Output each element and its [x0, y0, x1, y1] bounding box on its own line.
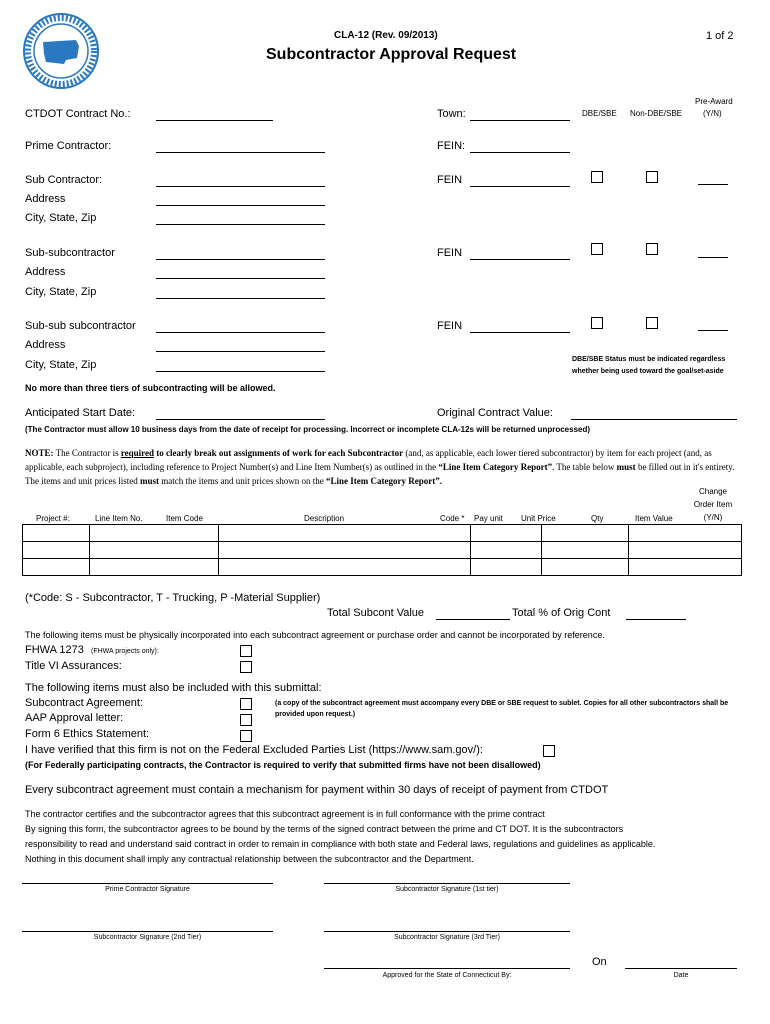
table-cell[interactable]	[23, 525, 90, 542]
sub1-signature-label: Subcontractor Signature (1st tier)	[395, 886, 499, 893]
codes-note: (*Code: S - Subcontractor, T - Trucking, P -Material Supplier)	[25, 592, 321, 604]
table-row	[23, 559, 742, 576]
table-cell[interactable]	[219, 525, 471, 542]
aap-checkbox[interactable]	[240, 714, 252, 726]
sub2-signature-label: Subcontractor Signature (2nd Tier)	[93, 934, 202, 941]
col-project: Project #:	[36, 514, 70, 523]
subsubsub-fein-field[interactable]	[470, 332, 570, 333]
sub-city-field[interactable]	[156, 224, 325, 225]
table-cell[interactable]	[542, 542, 629, 559]
note-text-1: The Contractor is	[55, 448, 119, 458]
sub-non-dbe-checkbox[interactable]	[646, 171, 658, 183]
note-paragraph	[25, 446, 740, 488]
total-subcont-field[interactable]	[436, 619, 510, 620]
contract-no-field[interactable]	[156, 120, 273, 121]
table-cell[interactable]	[629, 559, 742, 576]
table-cell[interactable]	[542, 559, 629, 576]
table-cell[interactable]	[542, 525, 629, 542]
non-dbe-sbe-header: Non-DBE/SBE	[630, 109, 683, 118]
note-must-1: must	[616, 462, 636, 472]
certify-line-4: Nothing in this document shall imply any contractual relationship between the subcontractor and the Department.	[25, 854, 474, 864]
approval-signature-label: Approved for the State of Connecticut By:	[382, 972, 512, 979]
note-text-3: (and, as applicable, each lower tiered subcontractor) by item for each	[405, 448, 655, 458]
note-must-2: must	[139, 476, 159, 486]
fhwa-label: FHWA 1273	[25, 644, 84, 656]
col-pay-unit: Pay unit	[474, 514, 503, 523]
subsubsub-field[interactable]	[156, 332, 325, 333]
subsubsub-dbe-checkbox[interactable]	[591, 317, 603, 329]
submittal-intro: The following items must also be included with this submittal:	[25, 682, 322, 694]
title-vi-checkbox[interactable]	[240, 661, 252, 673]
fhwa-note: (FHWA projects only):	[91, 648, 159, 655]
original-value-label: Original Contract Value:	[437, 407, 553, 419]
town-field[interactable]	[470, 120, 570, 121]
subcontract-agreement-label: Subcontract Agreement:	[25, 697, 144, 709]
col-description: Description	[304, 514, 345, 523]
prime-fein-field[interactable]	[470, 152, 570, 153]
sub3-signature-label: Subcontractor Signature (3rd Tier)	[394, 934, 500, 941]
table-cell[interactable]	[471, 559, 542, 576]
subsub-address-field[interactable]	[156, 278, 325, 279]
col-change-order: Change Order Item (Y/N)	[693, 487, 733, 522]
table-cell[interactable]	[90, 542, 219, 559]
col-item-value: Item Value	[635, 514, 673, 523]
total-pct-label: Total % of Orig Cont	[512, 607, 611, 619]
prime-signature-line[interactable]	[22, 883, 273, 884]
verified-label: I have verified that this firm is not on the Federal Excluded Parties List (https://www.sam.gov/):	[25, 744, 483, 756]
title-vi-label: Title VI Assurances:	[25, 660, 122, 672]
form-id: CLA-12 (Rev. 09/2013)	[334, 30, 438, 41]
table-cell[interactable]	[23, 542, 90, 559]
col-unit-price: Unit Price	[521, 514, 556, 523]
contract-no-label: CTDOT Contract No.:	[25, 108, 131, 120]
subsub-dbe-checkbox[interactable]	[591, 243, 603, 255]
table-cell[interactable]	[471, 525, 542, 542]
subsubsub-address-label: Address	[25, 339, 66, 351]
sub-contractor-label: Sub Contractor:	[25, 174, 103, 186]
sub-address-label: Address	[25, 193, 66, 205]
table-cell[interactable]	[90, 559, 219, 576]
note-required: required	[120, 448, 155, 458]
total-pct-field[interactable]	[626, 619, 686, 620]
subcontract-agreement-checkbox[interactable]	[240, 698, 252, 710]
tiers-note: No more than three tiers of subcontracting will be allowed.	[25, 383, 276, 393]
note-report-1: “Line Item Category Report”	[438, 462, 553, 472]
sub-pre-award-field[interactable]	[698, 184, 728, 185]
ctdot-seal	[22, 12, 100, 90]
subsubsub-city-field[interactable]	[156, 371, 325, 372]
sub-dbe-checkbox[interactable]	[591, 171, 603, 183]
subsubsub-label: Sub-sub subcontractor	[25, 320, 136, 332]
certify-line-2: By signing this form, the subcontractor agrees to be bound by the terms of the signed contract between the prime and CT DOT. It is the subcontractors	[25, 824, 624, 834]
table-cell[interactable]	[471, 542, 542, 559]
note-report-2: “Line Item Category Report”	[325, 476, 440, 486]
subsub-label: Sub-subcontractor	[25, 247, 115, 259]
prime-fein-label: FEIN:	[437, 140, 466, 152]
aap-label: AAP Approval letter:	[25, 712, 124, 724]
date-label: Date	[673, 972, 689, 979]
sub-city-label: City, State, Zip	[25, 212, 97, 224]
subsub-city-field[interactable]	[156, 298, 325, 299]
certify-line-3: responsibility to read and understand said contract in order to remain in compliance with both state and Federal laws, regulations and guidelines as applicable.	[25, 839, 656, 849]
subsub-pre-award-field[interactable]	[698, 257, 728, 258]
note-text-4: project (and, as applicable, each subproject), including reference to Project Number(s) and Line Item Number(s) as outlined in the	[25, 448, 712, 472]
note-text-5: . The table below	[552, 462, 615, 472]
table-cell[interactable]	[23, 559, 90, 576]
line-item-table	[22, 524, 742, 576]
col-item-code: Item Code	[166, 514, 203, 523]
prime-signature-label: Prime Contractor Signature	[105, 886, 190, 893]
federal-note: (For Federally participating contracts, the Contractor is required to verify that submitted firms have not been disallowed)	[25, 760, 541, 770]
date-line[interactable]	[625, 968, 737, 969]
subsub-field[interactable]	[156, 259, 325, 260]
col-qty: Qty	[591, 514, 604, 523]
ethics-checkbox[interactable]	[240, 730, 252, 742]
sub-fein-label: FEIN	[437, 174, 463, 186]
sub2-signature-line[interactable]	[22, 931, 273, 932]
subsub-city-label: City, State, Zip	[25, 286, 97, 298]
table-row	[23, 525, 742, 542]
table-cell[interactable]	[90, 525, 219, 542]
table-cell[interactable]	[219, 559, 471, 576]
table-cell[interactable]	[629, 542, 742, 559]
table-row	[23, 542, 742, 559]
page-title: Subcontractor Approval Request	[266, 46, 517, 63]
note-text-7: match the items and unit prices shown on the	[161, 476, 324, 486]
col-line-item: Line Item No.	[95, 514, 143, 523]
sub-address-field[interactable]	[156, 205, 325, 206]
sub1-signature-line[interactable]	[324, 883, 570, 884]
start-date-label: Anticipated Start Date:	[25, 407, 136, 419]
subsubsub-city-label: City, State, Zip	[25, 359, 97, 371]
table-cell[interactable]	[629, 525, 742, 542]
col-code: Code *	[440, 514, 465, 523]
yn-header: (Y/N)	[703, 109, 722, 118]
status-note: DBE/SBE Status must be indicated regardless whether being used toward the goal/set-aside	[572, 356, 726, 375]
total-subcont-label: Total Subcont Value	[327, 607, 425, 619]
ethics-label: Form 6 Ethics Statement:	[25, 728, 150, 740]
fhwa-checkbox[interactable]	[240, 645, 252, 657]
subsubsub-non-dbe-checkbox[interactable]	[646, 317, 658, 329]
subsub-address-label: Address	[25, 266, 66, 278]
start-date-field[interactable]	[156, 419, 325, 420]
certify-line-1: The contractor certifies and the subcontractor agrees that this subcontract agreement is in full conformance with the prime contract	[25, 809, 545, 819]
note-text-8: .	[439, 476, 442, 486]
subsubsub-address-field[interactable]	[156, 351, 325, 352]
subsub-fein-field[interactable]	[470, 259, 570, 260]
incorporated-intro: The following items must be physically incorporated into each subcontract agreement or purchase order and cannot be incorporated by reference.	[25, 630, 605, 640]
subsub-non-dbe-checkbox[interactable]	[646, 243, 658, 255]
note-label: NOTE:	[25, 448, 54, 458]
note-text-2: to clearly break out assignments of work for each Subcontractor	[156, 448, 404, 458]
town-label: Town:	[437, 108, 466, 120]
table-cell[interactable]	[219, 542, 471, 559]
subcontract-agreement-note: (a copy of the subcontract agreement must accompany every DBE or SBE request to sublet. Copies for all other subcontractors shall be provided upon request.)	[275, 700, 729, 718]
processing-notice: (The Contractor must allow 10 business days from the date of receipt for processing. Incorrect or incomplete CLA-12s will be returned unprocessed)	[25, 425, 591, 434]
sub3-signature-line[interactable]	[324, 931, 570, 932]
subsubsub-pre-award-field[interactable]	[698, 330, 728, 331]
on-label: On	[592, 956, 607, 968]
dbe-sbe-header: DBE/SBE	[582, 109, 617, 118]
verified-checkbox[interactable]	[543, 745, 555, 757]
payment-statement: Every subcontract agreement must contain a mechanism for payment within 30 days of receipt of payment from CTDOT	[25, 784, 609, 796]
pre-award-label: Pre-Award	[695, 97, 733, 106]
subsub-fein-label: FEIN	[437, 247, 463, 259]
sub-contractor-field[interactable]	[156, 186, 325, 187]
original-value-field[interactable]	[571, 419, 737, 420]
page-number: 1 of 2	[706, 30, 734, 42]
prime-contractor-label: Prime Contractor:	[25, 140, 112, 152]
approval-signature-line[interactable]	[324, 968, 570, 969]
sub-fein-field[interactable]	[470, 186, 570, 187]
prime-contractor-field[interactable]	[156, 152, 325, 153]
subsubsub-fein-label: FEIN	[437, 320, 463, 332]
note-text-6: be filled out in it's entirety. The items and unit prices listed	[25, 462, 735, 486]
